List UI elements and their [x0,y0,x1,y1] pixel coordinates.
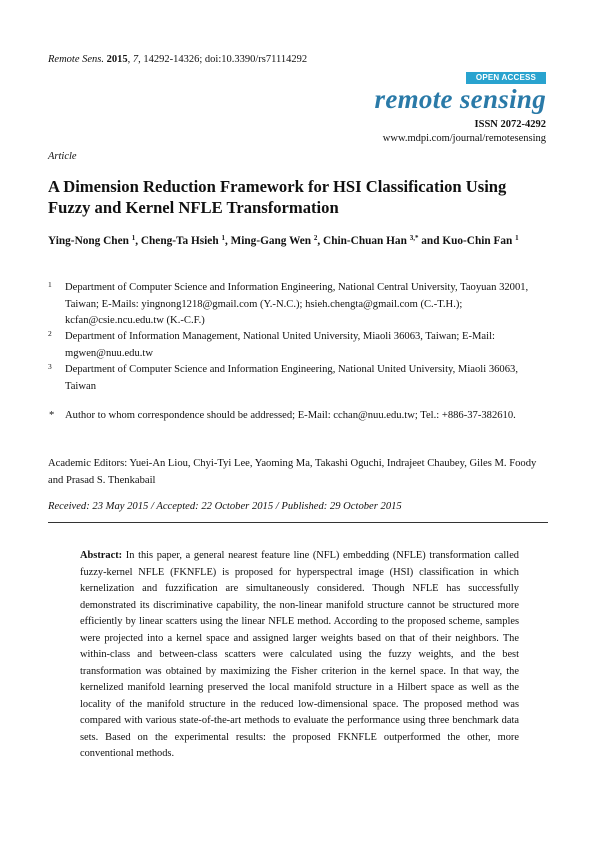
article-type: Article [48,151,77,162]
divider [48,522,548,523]
author-affil-sup: 1 [131,234,136,242]
academic-editors: Academic Editors: Yuei-An Liou, Chyi-Tyi Lee, Yaoming Ma, Takashi Oguchi, Indrajeet Chaubey, Giles M. Foody and Prasad S. Thenkabail [48,458,537,486]
issn: ISSN 2072-4292 [474,119,546,130]
author-name: Kuo-Chin Fan [442,235,513,247]
author-affil-sup: 1 [221,234,225,242]
journal-abbrev: Remote Sens. [48,54,104,65]
abstract-label: Abstract: [80,550,123,561]
affiliation-number: 1 [48,280,52,289]
affiliation-number: 2 [48,329,52,338]
author-name: Ying-Nong Chen [48,235,129,247]
author-name: Cheng-Ta Hsieh [140,235,219,247]
author-list [48,232,548,251]
citation-pages-doi: , 14292-14326; doi:10.3390/rs71114292 [138,54,308,65]
affiliation-text: Department of Information Management, National United University, Miaoli 36063, Taiwan; E-Mail: mgwen@nuu.edu.tw [65,331,495,359]
author-affil-sup: 1 [515,234,519,242]
affiliation-text: Department of Computer Science and Information Engineering, National United University, Miaoli 36063, Taiwan [65,364,518,392]
author-affil-sup: 2 [313,234,318,242]
author-separator: and [418,235,443,247]
author-separator: , [317,235,324,247]
citation-year: 2015 [106,54,128,65]
citation-volume: 7 [132,54,139,65]
author-affil-sup: 3,* [409,234,419,242]
affiliation-text: Department of Computer Science and Information Engineering, National Central University, Taoyuan 32001, Taiwan; E-Mails: yingnong1218@gmail.com (Y.-N.C.); hsieh.chengta@gmail.com (C.-T.H.); kcfan@csie.ncu.edu.tw (K.-C.F.) [65,282,529,326]
correspondence-marker: * [49,410,55,421]
affiliation-number: 3 [48,362,52,371]
journal-name: remote sensing [374,84,546,114]
journal-url[interactable]: www.mdpi.com/journal/remotesensing [382,133,546,144]
citation-line: Remote Sens. 2015, 7, 14292-14326; doi:10.3390/rs71114292 [48,54,308,65]
open-access-badge: OPEN ACCESS [466,72,546,84]
abstract-text: In this paper, a general nearest feature line (NFL) embedding (NFLE) transformation called fuzzy-kernel NFLE (FKNFLE) is proposed for hyperspectral image (HSI) classification in which kernelization and fuzzification are simultaneously considered. Though NFLE has successfully demonstrated its discriminative capability, the non-linear manifold structure cannot be structured more efficiently by linear scatters using the linear NFLE method. According to the proposed scheme, samples were projected into a kernel space and assigned larger weights based on that of their neighbors. The within-class and between-class scatters were calculated using the fuzzy weights, and the best transformation was obtained by maximizing the Fisher criterion in the kernel space. In that way, the kernelized manifold learning preserved the local manifold structure in a Hilbert space as well as the locality of the manifold structure in the reduced low-dimensional space. The proposed method was compared with various state-of-the-art methods to evaluate the performance using three benchmark data sets. Based on the experimental results: the proposed FKNFLE outperformed the other, more conventional methods. [80,550,519,759]
correspondence-text: Author to whom correspondence should be addressed; E-Mail: cchan@nuu.edu.tw; Tel.: +886-37-382610. [65,410,516,421]
author-separator: , [135,235,141,247]
publication-dates: Received: 23 May 2015 / Accepted: 22 October 2015 / Published: 29 October 2015 [48,501,402,512]
author-separator: , [224,235,231,247]
abstract [80,548,519,763]
author-name: Ming-Gang Wen [230,235,312,247]
author-name: Chin-Chuan Han [323,235,407,247]
paper-title: A Dimension Reduction Framework for HSI Classification Using Fuzzy and Kernel NFLE Transformation [48,177,507,217]
